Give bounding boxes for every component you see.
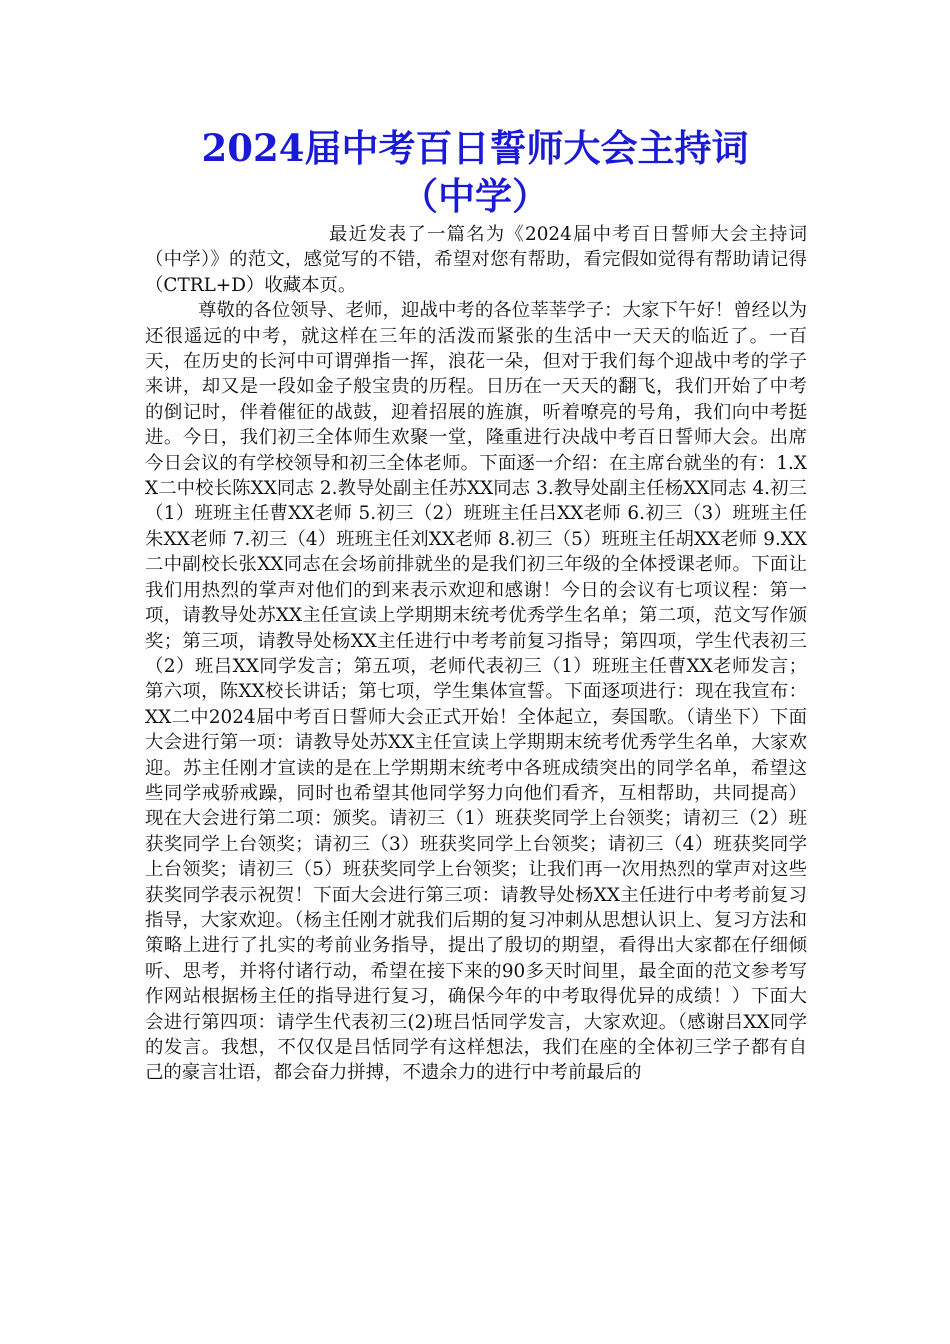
- document-body: [145, 222, 807, 1086]
- main-paragraph: 尊敬的各位领导、老师，迎战中考的各位莘莘学子：大家下午好！曾经以为还很遥远的中考，就这样在三年的活泼而紧张的生活中一天天的临近了。一百天，在历史的长河中可谓弹指一挥，浪花一朵，但对于我们每个迎战中考的学子来讲，却又是一段如金子般宝贵的历程。日历在一天天的翻飞，我们开始了中考的倒记时，伴着催征的战鼓，迎着招展的旌旗，听着嘹亮的号角，我们向中考挺进。今日，我们初三全体师生欢聚一堂，隆重进行决战中考百日誓师大会。出席今日会议的有学校领导和初三全体老师。下面逐一介绍：在主席台就坐的有：1.XX二中校长陈XX同志 2.教导处副主任苏XX同志 3.教导处副主任杨XX同志 4.初三（1）班班主任曹XX老师 5.初三（2）班班主任吕XX老师 6.初三（3）班班主任朱XX老师 7.初三（4）班班主任刘XX老师 8.初三（5）班班主任胡XX老师 9.XX二中副校长张XX同志在会场前排就坐的是我们初三年级的全体授课老师。下面让我们用热烈的掌声对他们的到来表示欢迎和感谢！今日的会议有七项议程：第一项，请教导处苏XX主任宣读上学期期末统考优秀学生名单；第二项，范文写作颁奖；第三项，请教导处杨XX主任进行中考考前复习指导；第四项，学生代表初三（2）班吕XX同学发言；第五项，老师代表初三（1）班班主任曹XX老师发言；第六项，陈XX校长讲话；第七项，学生集体宣誓。下面逐项进行：现在我宣布：XX二中2024届中考百日誓师大会正式开始！全体起立，奏国歌。（请坐下）下面大会进行第一项：请教导处苏XX主任宣读上学期期末统考优秀学生名单，大家欢迎。苏主任刚才宣读的是在上学期期末统考中各班成绩突出的同学名单，希望这些同学戒骄戒躁，同时也希望其他同学努力向他们看齐，互相帮助，共同提高）现在大会进行第二项：颁奖。请初三（1）班获奖同学上台领奖；请初三（2）班获奖同学上台领奖；请初三（3）班获奖同学上台领奖；请初三（4）班获奖同学上台领奖；请初三（5）班获奖同学上台领奖；让我们再一次用热烈的掌声对这些获奖同学表示祝贺！下面大会进行第三项：请教导处杨XX主任进行中考考前复习指导，大家欢迎。（杨主任刚才就我们后期的复习冲刺从思想认识上、复习方法和策略上进行了扎实的考前业务指导，提出了殷切的期望，看得出大家都在仔细倾听、思考，并将付诸行动，希望在接下来的90多天时间里，最全面的范文参考写作网站根据杨主任的指导进行复习，确保今年的中考取得优异的成绩！）下面大会进行第四项：请学生代表初三(2)班吕恬同学发言，大家欢迎。（感谢吕XX同学的发言。我想，不仅仅是吕恬同学有这样想法，我们在座的全体初三学子都有自己的豪言壮语，都会奋力拼搏，不遗余力的进行中考前最后的: [145, 300, 807, 1084]
- intro-paragraph: 最近发表了一篇名为《2024届中考百日誓师大会主持词（中学）》的范文，感觉写的不错，希望对您有帮助，看完假如觉得有帮助请记得（CTRL+D）收藏本页。: [145, 224, 807, 296]
- title-line-2: （中学）: [401, 174, 549, 218]
- document-title: [145, 124, 805, 220]
- title-line-1: 2024届中考百日誓师大会主持词: [201, 126, 749, 170]
